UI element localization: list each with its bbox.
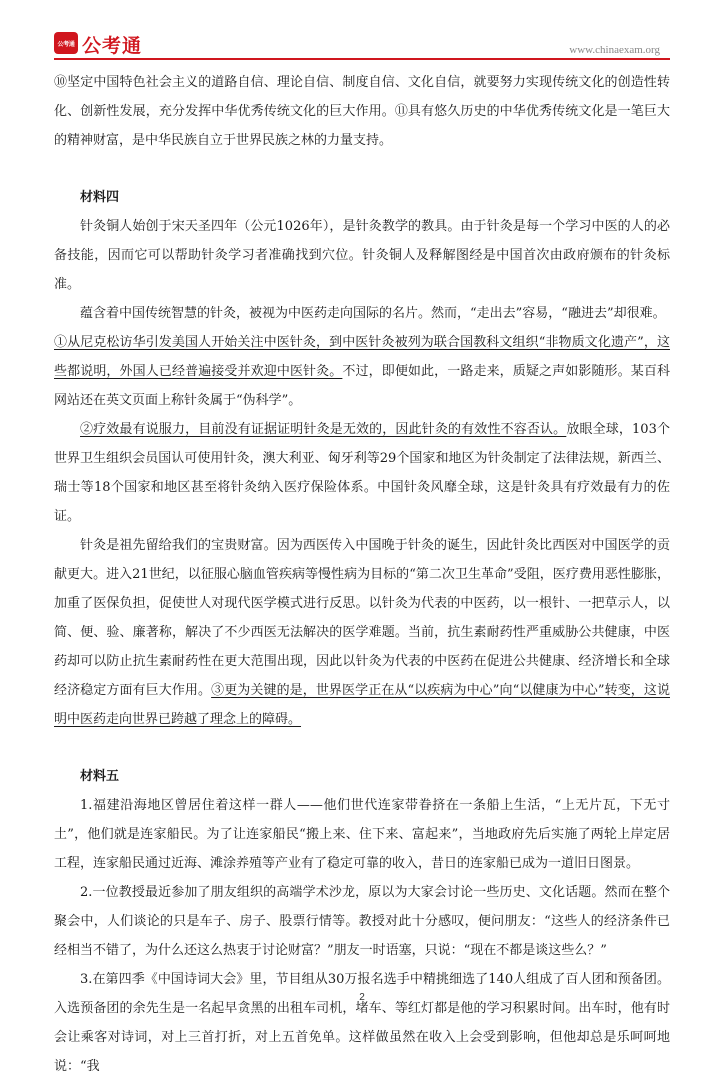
material-5-heading: 材料五 [80, 769, 120, 784]
material-4-paragraph-1: 针灸铜人始创于宋天圣四年（公元1026年），是针灸教学的教具。由于针灸是每一个学习中医的人的必备技能，因而它可以帮助针灸学习者准确找到穴位。针灸铜人及释解图经是中国首次由政府颁布的针灸标准。 [54, 219, 670, 292]
material-4-paragraph-2: 蕴含着中国传统智慧的针灸，被视为中医药走向国际的名片。然而，“走出去”容易，“融进去”却很难。 [80, 306, 666, 321]
material-5-item-2: 2.一位教授最近参加了朋友组织的高端学术沙龙，原以为大家会讨论一些历史、文化话题。然而在整个聚会中，人们谈论的只是车子、房子、股票行情等。教授对此十分感叹，便问朋友：“这些人的经济条件已经相当不错了，为什么还这么热衷于讨论财富？”朋友一时语塞，只说：“现在不都是谈这些么？” [54, 885, 670, 958]
site-url[interactable]: www.chinaexam.org [569, 44, 660, 56]
paragraph-3-rest: 不过，即便如此，一路走来，质疑之声如影随形。某百科网站还在英文页面上称针灸属于“伪科学”。 [54, 364, 670, 408]
intro-paragraph: ⑩坚定中国特色社会主义的道路自信、理论自信、制度自信、文化自信，就要努力实现传统文化的创造性转化、创新性发展，充分发挥中华优秀传统文化的巨大作用。⑪具有悠久历史的中华优秀传统文化是一笔巨大的精神财富，是中华民族自立于世界民族之林的力量支持。 [54, 75, 670, 148]
underlined-sentence-2: ②疗效最有说服力，目前没有证据证明针灸是无效的，因此针灸的有效性不容否认。 [80, 422, 567, 437]
logo-icon: 公考通 [54, 32, 78, 54]
paragraph-4-rest: 放眼全球，103个世界卫生组织会员国认可使用针灸，澳大利亚、匈牙利等29个国家和地区为针灸制定了法律法规，新西兰、瑞士等18个国家和地区甚至将针灸纳入医疗保险体系。中国针灸风靡全球，这是针灸具有疗效最有力的佐证。 [54, 422, 670, 524]
material-5-item-3: 3.在第四季《中国诗词大会》里，节目组从30万报名选手中精挑细选了140人组成了百人团和预备团。入选预备团的余先生是一名起早贪黑的出租车司机，堵车、等红灯都是他的学习积累时间。出车时，他有时会让乘客对诗词，对上三首打折，对上五首免单。这样做虽然在收入上会受到影响，但他却总是乐呵呵地说：“我 [54, 972, 670, 1074]
underlined-sentence-1: ①从尼克松访华引发美国人开始关注中医针灸，到中医针灸被列为联合国教科文组织“非物质文化遗产”，这些都说明，外国人已经普遍接受并欢迎中医针灸。 [54, 335, 670, 379]
material-4-paragraph-5 [54, 531, 670, 734]
material-4-paragraph-4 [54, 415, 670, 531]
underlined-sentence-3: ③更为关键的是，世界医学正在从“以疾病为中心”向“以健康为中心”转变，这说明中医药走向世界已跨越了理念上的障碍。 [54, 683, 670, 727]
header-divider [54, 58, 670, 60]
material-4-paragraph-3 [54, 328, 670, 415]
page-header [0, 0, 724, 62]
material-4-heading: 材料四 [80, 190, 120, 205]
material-5-item-1: 1.福建沿海地区曾居住着这样一群人——他们世代连家带眷挤在一条船上生活，“上无片瓦，下无寸土”，他们就是连家船民。为了让连家船民“搬上来、住下来、富起来”，当地政府先后实施了两轮上岸定居工程，连家船民通过近海、滩涂养殖等产业有了稳定可靠的收入，昔日的连家船已成为一道旧日图景。 [54, 798, 670, 871]
paragraph-5-start: 针灸是祖先留给我们的宝贵财富。因为西医传入中国晚于针灸的诞生，因此针灸比西医对中国医学的贡献更大。进入21世纪，以征服心脑血管疾病等慢性病为目标的“第二次卫生革命”受阻，医疗费用恶性膨胀，加重了医保负担，促使世人对现代医学模式进行反思。以针灸为代表的中医药，以一根针、一把草示人，以简、便、验、廉著称，解决了不少西医无法解决的医学难题。当前，抗生素耐药性严重威胁公共健康，中医药却可以防止抗生素耐药性在更大范围出现，因此以针灸为代表的中医药在促进公共健康、经济增长和全球经济稳定方面有巨大作用。 [54, 538, 670, 698]
page-number: 2 [359, 992, 365, 1003]
document-body [54, 68, 670, 1081]
logo-text: 公考通 [82, 35, 143, 57]
